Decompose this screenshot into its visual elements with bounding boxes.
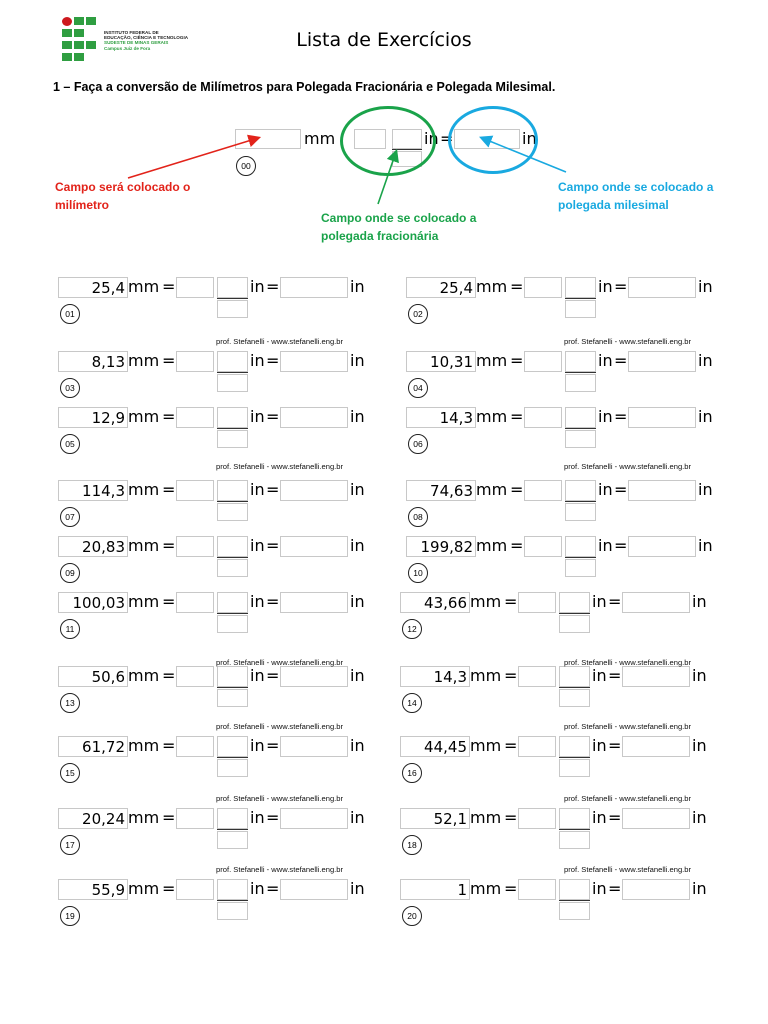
- fraction-denominator-field[interactable]: [565, 351, 596, 372]
- in-label: in: [698, 407, 713, 426]
- mm-value-field[interactable]: 199,82: [406, 536, 476, 557]
- mm-value-field[interactable]: 8,13: [58, 351, 128, 372]
- credit-line: prof. Stefanelli - www.stefanelli.eng.br: [564, 337, 692, 346]
- fraction-numerator-field[interactable]: [518, 879, 556, 900]
- mm-label: mm: [470, 666, 502, 685]
- in-label: in: [592, 879, 607, 898]
- in-label: in: [250, 592, 265, 611]
- fraction-denominator-lower[interactable]: [217, 831, 248, 849]
- equals-sign: =: [614, 536, 628, 555]
- equals-sign: =: [162, 736, 176, 755]
- mm-label: mm: [470, 808, 502, 827]
- in-label: in: [692, 592, 707, 611]
- fraction-denominator-field[interactable]: [559, 666, 590, 687]
- mm-value-field[interactable]: 25,4: [406, 277, 476, 298]
- fraction-line: [217, 372, 248, 373]
- exercise-number: 11: [60, 619, 80, 639]
- example-in-label-2: in: [522, 129, 537, 148]
- milesimal-field[interactable]: [622, 666, 690, 687]
- mm-value-field[interactable]: 12,9: [58, 407, 128, 428]
- fraction-numerator-field[interactable]: [524, 480, 562, 501]
- cyan-arrow: [482, 138, 566, 172]
- fraction-denominator-lower[interactable]: [217, 300, 248, 318]
- in-label: in: [350, 351, 365, 370]
- equals-sign: =: [162, 536, 176, 555]
- fraction-numerator-field[interactable]: [518, 592, 556, 613]
- in-label: in: [598, 480, 613, 499]
- in-label: in: [598, 407, 613, 426]
- in-label: in: [350, 666, 365, 685]
- credit-line: prof. Stefanelli - www.stefanelli.eng.br: [216, 337, 344, 346]
- in-label: in: [350, 592, 365, 611]
- exercise-number: 13: [60, 693, 80, 713]
- fraction-denominator-field[interactable]: [217, 480, 248, 501]
- in-label: in: [598, 277, 613, 296]
- mm-value-field[interactable]: 52,1: [400, 808, 470, 829]
- exercise-number: 19: [60, 906, 80, 926]
- mm-value-field[interactable]: 14,3: [400, 666, 470, 687]
- fraction-numerator-field[interactable]: [176, 808, 214, 829]
- fraction-denominator-lower[interactable]: [217, 902, 248, 920]
- milesimal-field[interactable]: [280, 480, 348, 501]
- mm-label: mm: [128, 480, 160, 499]
- fraction-denominator-field[interactable]: [217, 536, 248, 557]
- fraction-denominator-lower[interactable]: [559, 759, 590, 777]
- mm-value-field[interactable]: 114,3: [58, 480, 128, 501]
- exercise-number: 01: [60, 304, 80, 324]
- mm-label: mm: [128, 277, 160, 296]
- question-text: 1 – Faça a conversão de Milímetros para Polegada Fracionária e Polegada Milesimal.: [53, 80, 556, 94]
- in-label: in: [350, 736, 365, 755]
- fraction-denominator-lower[interactable]: [217, 615, 248, 633]
- fraction-denominator-field[interactable]: [559, 592, 590, 613]
- credit-line: prof. Stefanelli - www.stefanelli.eng.br: [216, 722, 344, 731]
- milesimal-field[interactable]: [628, 536, 696, 557]
- fraction-line: [559, 829, 590, 830]
- fraction-line: [217, 298, 248, 299]
- milesimal-field[interactable]: [628, 351, 696, 372]
- mm-value-field[interactable]: 55,9: [58, 879, 128, 900]
- note-mm: Campo será colocado o milímetro: [55, 180, 191, 212]
- in-label: in: [250, 351, 265, 370]
- annotation-arrows: [0, 0, 768, 300]
- in-label: in: [698, 536, 713, 555]
- fraction-denominator-lower[interactable]: [559, 615, 590, 633]
- exercise-number: 14: [402, 693, 422, 713]
- in-label: in: [592, 592, 607, 611]
- fraction-line: [559, 757, 590, 758]
- in-label: in: [250, 536, 265, 555]
- equals-sign: =: [614, 480, 628, 499]
- fraction-line: [559, 613, 590, 614]
- in-label: in: [598, 536, 613, 555]
- in-label: in: [592, 666, 607, 685]
- equals-sign: =: [608, 666, 622, 685]
- in-label: in: [692, 736, 707, 755]
- equals-sign: =: [162, 480, 176, 499]
- institute-name: INSTITUTO FEDERAL DE EDUCAÇÃO, CIÊNCIA E TECNOLOGIA SUDESTE DE MINAS GERAIS Campus Juiz de Fora: [104, 30, 189, 51]
- fraction-denominator-field[interactable]: [565, 407, 596, 428]
- in-label: in: [698, 277, 713, 296]
- exercise-number: 04: [408, 378, 428, 398]
- mm-label: mm: [128, 736, 160, 755]
- fraction-line: [559, 687, 590, 688]
- milesimal-field[interactable]: [622, 879, 690, 900]
- exercise-number: 09: [60, 563, 80, 583]
- fraction-denominator-field[interactable]: [217, 351, 248, 372]
- equals-sign: =: [510, 351, 524, 370]
- fraction-denominator-field[interactable]: [565, 536, 596, 557]
- milesimal-field[interactable]: [628, 480, 696, 501]
- equals-sign: =: [266, 536, 280, 555]
- milesimal-field[interactable]: [622, 592, 690, 613]
- mm-value-field[interactable]: 20,83: [58, 536, 128, 557]
- fraction-denominator-field[interactable]: [559, 736, 590, 757]
- equals-sign: =: [510, 536, 524, 555]
- in-label: in: [250, 879, 265, 898]
- equals-sign: =: [614, 407, 628, 426]
- mm-label: mm: [476, 536, 508, 555]
- mm-value-field[interactable]: 43,66: [400, 592, 470, 613]
- mm-label: mm: [128, 536, 160, 555]
- in-label: in: [250, 666, 265, 685]
- equals-sign: =: [608, 592, 622, 611]
- fraction-numerator-field[interactable]: [524, 536, 562, 557]
- fraction-numerator-field[interactable]: [176, 277, 214, 298]
- equals-sign: =: [266, 351, 280, 370]
- fraction-numerator-field[interactable]: [518, 808, 556, 829]
- milesimal-field[interactable]: [280, 808, 348, 829]
- fraction-denominator-field[interactable]: [565, 480, 596, 501]
- fraction-numerator-field[interactable]: [176, 351, 214, 372]
- fraction-denominator-lower[interactable]: [559, 689, 590, 707]
- fraction-denominator-lower[interactable]: [565, 430, 596, 448]
- fraction-line: [565, 372, 596, 373]
- fraction-numerator-field[interactable]: [524, 407, 562, 428]
- exercise-number: 17: [60, 835, 80, 855]
- fraction-line: [565, 501, 596, 502]
- equals-sign: =: [510, 407, 524, 426]
- mm-label: mm: [476, 407, 508, 426]
- fraction-denominator-lower[interactable]: [565, 503, 596, 521]
- fraction-denominator-field[interactable]: [217, 736, 248, 757]
- fraction-denominator-field[interactable]: [217, 808, 248, 829]
- credit-line: prof. Stefanelli - www.stefanelli.eng.br: [564, 658, 692, 667]
- fraction-numerator-field[interactable]: [176, 536, 214, 557]
- mm-label: mm: [128, 351, 160, 370]
- equals-sign: =: [162, 808, 176, 827]
- equals-sign: =: [266, 879, 280, 898]
- mm-value-field[interactable]: 100,03: [58, 592, 128, 613]
- credit-line: prof. Stefanelli - www.stefanelli.eng.br: [564, 462, 692, 471]
- milesimal-field[interactable]: [280, 536, 348, 557]
- fraction-line: [565, 557, 596, 558]
- fraction-line: [565, 298, 596, 299]
- in-label: in: [692, 879, 707, 898]
- equals-sign: =: [608, 879, 622, 898]
- fraction-line: [217, 687, 248, 688]
- equals-sign: =: [162, 351, 176, 370]
- equals-sign: =: [608, 808, 622, 827]
- equals-sign: =: [266, 808, 280, 827]
- equals-sign: =: [266, 736, 280, 755]
- mm-value-field[interactable]: 44,45: [400, 736, 470, 757]
- green-arrow: [378, 152, 396, 204]
- exercise-number: 18: [402, 835, 422, 855]
- page-title: Lista de Exercícios: [296, 29, 472, 51]
- mm-value-field[interactable]: 50,6: [58, 666, 128, 687]
- fraction-numerator-field[interactable]: [518, 736, 556, 757]
- fraction-numerator-field[interactable]: [176, 736, 214, 757]
- fraction-denominator-lower[interactable]: [559, 831, 590, 849]
- fraction-denominator-lower[interactable]: [217, 430, 248, 448]
- mm-label: mm: [476, 351, 508, 370]
- milesimal-field[interactable]: [280, 879, 348, 900]
- fraction-denominator-field[interactable]: [217, 592, 248, 613]
- in-label: in: [592, 736, 607, 755]
- fraction-numerator-field[interactable]: [176, 666, 214, 687]
- in-label: in: [350, 536, 365, 555]
- fraction-denominator-lower[interactable]: [565, 559, 596, 577]
- mm-label: mm: [128, 879, 160, 898]
- fraction-numerator-field[interactable]: [518, 666, 556, 687]
- fraction-line: [217, 501, 248, 502]
- example-eq: =: [440, 129, 454, 148]
- fraction-denominator-lower[interactable]: [217, 503, 248, 521]
- equals-sign: =: [504, 666, 518, 685]
- mm-label: mm: [128, 666, 160, 685]
- equals-sign: =: [504, 592, 518, 611]
- mm-value-field[interactable]: 25,4: [58, 277, 128, 298]
- milesimal-field[interactable]: [280, 351, 348, 372]
- fraction-line: [217, 557, 248, 558]
- red-arrow: [128, 138, 258, 178]
- fraction-denominator-lower[interactable]: [217, 559, 248, 577]
- equals-sign: =: [504, 736, 518, 755]
- equals-sign: =: [510, 277, 524, 296]
- equals-sign: =: [608, 736, 622, 755]
- in-label: in: [350, 808, 365, 827]
- exercise-number: 08: [408, 507, 428, 527]
- in-label: in: [350, 277, 365, 296]
- fraction-numerator-field[interactable]: [176, 407, 214, 428]
- example-mm-label: mm: [304, 129, 336, 148]
- fraction-denominator-field[interactable]: [217, 879, 248, 900]
- equals-sign: =: [162, 879, 176, 898]
- fraction-line: [559, 900, 590, 901]
- mm-label: mm: [470, 736, 502, 755]
- fraction-denominator-field[interactable]: [217, 407, 248, 428]
- equals-sign: =: [162, 666, 176, 685]
- equals-sign: =: [504, 808, 518, 827]
- exercise-number: 20: [402, 906, 422, 926]
- mm-label: mm: [128, 592, 160, 611]
- in-label: in: [250, 277, 265, 296]
- fraction-line: [217, 900, 248, 901]
- in-label: in: [250, 808, 265, 827]
- in-label: in: [250, 736, 265, 755]
- milesimal-field[interactable]: [280, 277, 348, 298]
- in-label: in: [350, 480, 365, 499]
- fraction-numerator-field[interactable]: [176, 592, 214, 613]
- milesimal-field[interactable]: [622, 736, 690, 757]
- in-label: in: [598, 351, 613, 370]
- equals-sign: =: [162, 407, 176, 426]
- fraction-numerator-field[interactable]: [524, 277, 562, 298]
- example-number: 00: [236, 156, 256, 176]
- in-label: in: [592, 808, 607, 827]
- exercise-number: 12: [402, 619, 422, 639]
- exercise-number: 07: [60, 507, 80, 527]
- fraction-denominator-lower[interactable]: [217, 759, 248, 777]
- mm-label: mm: [476, 277, 508, 296]
- exercise-number: 16: [402, 763, 422, 783]
- milesimal-field[interactable]: [628, 277, 696, 298]
- milesimal-field[interactable]: [280, 407, 348, 428]
- mm-value-field[interactable]: 10,31: [406, 351, 476, 372]
- equals-sign: =: [614, 351, 628, 370]
- mm-label: mm: [128, 808, 160, 827]
- fraction-denominator-field[interactable]: [559, 879, 590, 900]
- milesimal-field[interactable]: [280, 666, 348, 687]
- in-label: in: [692, 666, 707, 685]
- in-label: in: [250, 407, 265, 426]
- mm-label: mm: [128, 407, 160, 426]
- mm-value-field[interactable]: 20,24: [58, 808, 128, 829]
- mm-value-field[interactable]: 61,72: [58, 736, 128, 757]
- equals-sign: =: [162, 277, 176, 296]
- fraction-numerator-field[interactable]: [176, 879, 214, 900]
- fraction-line: [217, 829, 248, 830]
- mm-label: mm: [470, 592, 502, 611]
- mm-value-field[interactable]: 74,63: [406, 480, 476, 501]
- equals-sign: =: [510, 480, 524, 499]
- equals-sign: =: [266, 592, 280, 611]
- equals-sign: =: [162, 592, 176, 611]
- equals-sign: =: [614, 277, 628, 296]
- milesimal-field[interactable]: [628, 407, 696, 428]
- note-milesimal: Campo onde se colocado a polegada milesimal: [558, 180, 714, 212]
- in-label: in: [350, 407, 365, 426]
- fraction-denominator-field[interactable]: [559, 808, 590, 829]
- credit-line: prof. Stefanelli - www.stefanelli.eng.br: [564, 722, 692, 731]
- credit-line: prof. Stefanelli - www.stefanelli.eng.br: [564, 794, 692, 803]
- fraction-denominator-field[interactable]: [217, 277, 248, 298]
- mm-label: mm: [470, 879, 502, 898]
- in-label: in: [698, 480, 713, 499]
- fraction-denominator-field[interactable]: [565, 277, 596, 298]
- fraction-denominator-lower[interactable]: [217, 374, 248, 392]
- exercise-number: 03: [60, 378, 80, 398]
- fraction-denominator-lower[interactable]: [565, 374, 596, 392]
- equals-sign: =: [266, 666, 280, 685]
- in-label: in: [692, 808, 707, 827]
- in-label: in: [250, 480, 265, 499]
- milesimal-field[interactable]: [280, 592, 348, 613]
- exercise-number: 02: [408, 304, 428, 324]
- credit-line: prof. Stefanelli - www.stefanelli.eng.br: [564, 865, 692, 874]
- credit-line: prof. Stefanelli - www.stefanelli.eng.br: [216, 658, 344, 667]
- fraction-line: [217, 428, 248, 429]
- milesimal-field[interactable]: [622, 808, 690, 829]
- mm-label: mm: [476, 480, 508, 499]
- exercise-number: 15: [60, 763, 80, 783]
- fraction-numerator-field[interactable]: [524, 351, 562, 372]
- credit-line: prof. Stefanelli - www.stefanelli.eng.br: [216, 462, 344, 471]
- mm-value-field[interactable]: 14,3: [406, 407, 476, 428]
- example-in-label: in: [424, 129, 439, 148]
- credit-line: prof. Stefanelli - www.stefanelli.eng.br: [216, 794, 344, 803]
- exercise-number: 05: [60, 434, 80, 454]
- in-label: in: [350, 879, 365, 898]
- fraction-denominator-lower[interactable]: [559, 902, 590, 920]
- milesimal-field[interactable]: [280, 736, 348, 757]
- in-label: in: [698, 351, 713, 370]
- exercise-number: 10: [408, 563, 428, 583]
- fraction-numerator-field[interactable]: [176, 480, 214, 501]
- fraction-denominator-field[interactable]: [217, 666, 248, 687]
- exercise-number: 06: [408, 434, 428, 454]
- fraction-line: [565, 428, 596, 429]
- equals-sign: =: [266, 277, 280, 296]
- equals-sign: =: [266, 480, 280, 499]
- fraction-line: [217, 613, 248, 614]
- credit-line: prof. Stefanelli - www.stefanelli.eng.br: [216, 865, 344, 874]
- equals-sign: =: [266, 407, 280, 426]
- equals-sign: =: [504, 879, 518, 898]
- mm-value-field[interactable]: 1: [400, 879, 470, 900]
- fraction-denominator-lower[interactable]: [565, 300, 596, 318]
- fraction-line: [217, 757, 248, 758]
- fraction-denominator-lower[interactable]: [217, 689, 248, 707]
- note-fractional: Campo onde se colocado a polegada fracionária: [321, 211, 477, 243]
